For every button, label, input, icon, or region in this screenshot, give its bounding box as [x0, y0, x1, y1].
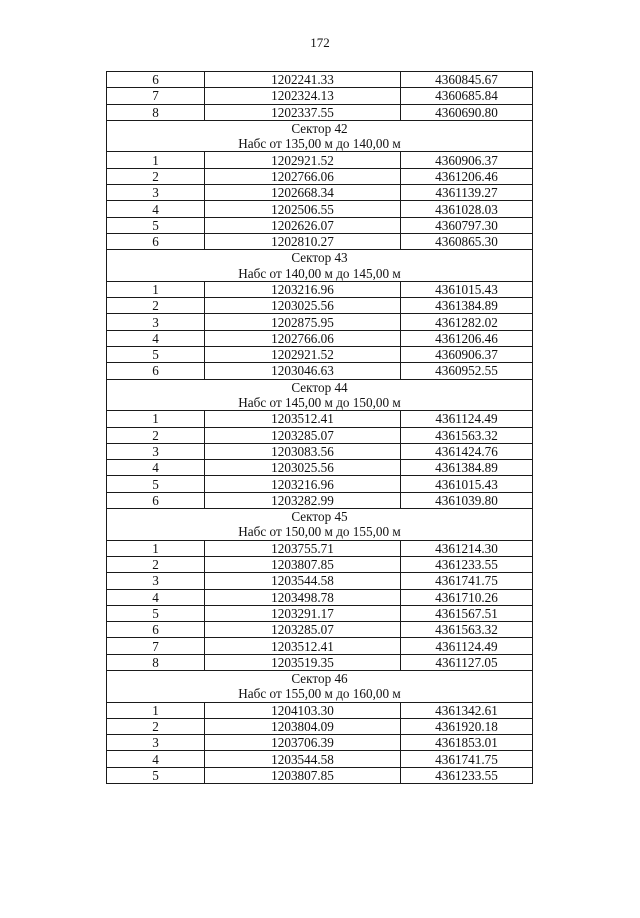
y-coordinate-cell: 4361424.76 [401, 443, 533, 459]
point-number-cell: 4 [107, 751, 205, 767]
point-number-cell: 2 [107, 298, 205, 314]
table-row [107, 217, 533, 233]
x-coordinate-cell: 1202921.52 [205, 347, 401, 363]
point-number-cell: 5 [107, 605, 205, 621]
point-number-cell: 5 [107, 217, 205, 233]
point-number-cell: 6 [107, 233, 205, 249]
table-row [107, 298, 533, 314]
x-coordinate-cell: 1203025.56 [205, 460, 401, 476]
sector-range-row [107, 266, 533, 282]
table-row [107, 718, 533, 734]
x-coordinate-cell: 1202921.52 [205, 152, 401, 168]
y-coordinate-cell: 4360845.67 [401, 72, 533, 88]
point-number-cell: 1 [107, 702, 205, 718]
x-coordinate-cell: 1202875.95 [205, 314, 401, 330]
x-coordinate-cell: 1203216.96 [205, 476, 401, 492]
sector-header-row [107, 379, 533, 395]
y-coordinate-cell: 4361028.03 [401, 201, 533, 217]
sector-range-row [107, 686, 533, 702]
x-coordinate-cell: 1203285.07 [205, 427, 401, 443]
sector-header-row [107, 670, 533, 686]
point-number-cell: 1 [107, 281, 205, 297]
coordinates-table-body [107, 72, 533, 784]
sector-title: Сектор 46 [107, 670, 533, 686]
table-row [107, 427, 533, 443]
sector-range: Набс от 155,00 м до 160,00 м [107, 686, 533, 702]
point-number-cell: 2 [107, 556, 205, 572]
y-coordinate-cell: 4361039.80 [401, 492, 533, 508]
x-coordinate-cell: 1203512.41 [205, 411, 401, 427]
table-row [107, 573, 533, 589]
point-number-cell: 5 [107, 476, 205, 492]
y-coordinate-cell: 4360906.37 [401, 347, 533, 363]
y-coordinate-cell: 4361127.05 [401, 654, 533, 670]
sector-header-row [107, 120, 533, 136]
x-coordinate-cell: 1203046.63 [205, 363, 401, 379]
table-row [107, 330, 533, 346]
y-coordinate-cell: 4361342.61 [401, 702, 533, 718]
table-row [107, 281, 533, 297]
y-coordinate-cell: 4361139.27 [401, 185, 533, 201]
point-number-cell: 7 [107, 638, 205, 654]
x-coordinate-cell: 1203519.35 [205, 654, 401, 670]
point-number-cell: 7 [107, 88, 205, 104]
x-coordinate-cell: 1202766.06 [205, 330, 401, 346]
table-row [107, 589, 533, 605]
y-coordinate-cell: 4360906.37 [401, 152, 533, 168]
point-number-cell: 4 [107, 460, 205, 476]
coordinates-table [106, 71, 533, 784]
table-row [107, 443, 533, 459]
point-number-cell: 5 [107, 767, 205, 783]
sector-title: Сектор 44 [107, 379, 533, 395]
y-coordinate-cell: 4361233.55 [401, 556, 533, 572]
sector-range-row [107, 524, 533, 540]
y-coordinate-cell: 4361015.43 [401, 281, 533, 297]
point-number-cell: 6 [107, 622, 205, 638]
table-row [107, 363, 533, 379]
table-row [107, 201, 533, 217]
x-coordinate-cell: 1203285.07 [205, 622, 401, 638]
table-row [107, 767, 533, 783]
table-row [107, 104, 533, 120]
point-number-cell: 1 [107, 540, 205, 556]
y-coordinate-cell: 4361124.49 [401, 638, 533, 654]
table-row [107, 88, 533, 104]
y-coordinate-cell: 4361710.26 [401, 589, 533, 605]
point-number-cell: 4 [107, 201, 205, 217]
sector-range: Набс от 145,00 м до 150,00 м [107, 395, 533, 411]
x-coordinate-cell: 1203512.41 [205, 638, 401, 654]
x-coordinate-cell: 1203807.85 [205, 556, 401, 572]
sector-range-row [107, 136, 533, 152]
sector-title: Сектор 43 [107, 250, 533, 266]
y-coordinate-cell: 4361567.51 [401, 605, 533, 621]
y-coordinate-cell: 4361384.89 [401, 298, 533, 314]
point-number-cell: 4 [107, 330, 205, 346]
page-number: 172 [310, 35, 330, 50]
sector-header-row [107, 250, 533, 266]
point-number-cell: 3 [107, 735, 205, 751]
table-row [107, 654, 533, 670]
point-number-cell: 2 [107, 168, 205, 184]
point-number-cell: 6 [107, 492, 205, 508]
x-coordinate-cell: 1202324.13 [205, 88, 401, 104]
x-coordinate-cell: 1203498.78 [205, 589, 401, 605]
table-row [107, 347, 533, 363]
y-coordinate-cell: 4361741.75 [401, 751, 533, 767]
point-number-cell: 3 [107, 314, 205, 330]
table-row [107, 638, 533, 654]
x-coordinate-cell: 1202337.55 [205, 104, 401, 120]
sector-header-row [107, 509, 533, 525]
table-row [107, 540, 533, 556]
x-coordinate-cell: 1203804.09 [205, 718, 401, 734]
y-coordinate-cell: 4361563.32 [401, 427, 533, 443]
x-coordinate-cell: 1202668.34 [205, 185, 401, 201]
x-coordinate-cell: 1203755.71 [205, 540, 401, 556]
y-coordinate-cell: 4361563.32 [401, 622, 533, 638]
table-row [107, 460, 533, 476]
sector-range: Набс от 135,00 м до 140,00 м [107, 136, 533, 152]
point-number-cell: 3 [107, 573, 205, 589]
point-number-cell: 4 [107, 589, 205, 605]
table-row [107, 314, 533, 330]
y-coordinate-cell: 4361233.55 [401, 767, 533, 783]
point-number-cell: 8 [107, 104, 205, 120]
sector-range: Набс от 150,00 м до 155,00 м [107, 524, 533, 540]
table-row [107, 185, 533, 201]
point-number-cell: 6 [107, 363, 205, 379]
x-coordinate-cell: 1203291.17 [205, 605, 401, 621]
table-row [107, 411, 533, 427]
x-coordinate-cell: 1204103.30 [205, 702, 401, 718]
table-row [107, 556, 533, 572]
x-coordinate-cell: 1203544.58 [205, 573, 401, 589]
x-coordinate-cell: 1203216.96 [205, 281, 401, 297]
table-row [107, 72, 533, 88]
y-coordinate-cell: 4361920.18 [401, 718, 533, 734]
sector-range: Набс от 140,00 м до 145,00 м [107, 266, 533, 282]
table-row [107, 605, 533, 621]
table-row [107, 492, 533, 508]
x-coordinate-cell: 1203807.85 [205, 767, 401, 783]
table-row [107, 168, 533, 184]
table-row [107, 702, 533, 718]
sector-title: Сектор 42 [107, 120, 533, 136]
point-number-cell: 3 [107, 185, 205, 201]
x-coordinate-cell: 1203282.99 [205, 492, 401, 508]
table-row [107, 152, 533, 168]
sector-range-row [107, 395, 533, 411]
point-number-cell: 2 [107, 427, 205, 443]
point-number-cell: 2 [107, 718, 205, 734]
y-coordinate-cell: 4361015.43 [401, 476, 533, 492]
table-row [107, 476, 533, 492]
y-coordinate-cell: 4361384.89 [401, 460, 533, 476]
x-coordinate-cell: 1202766.06 [205, 168, 401, 184]
x-coordinate-cell: 1202626.07 [205, 217, 401, 233]
point-number-cell: 1 [107, 152, 205, 168]
point-number-cell: 8 [107, 654, 205, 670]
point-number-cell: 1 [107, 411, 205, 427]
x-coordinate-cell: 1202241.33 [205, 72, 401, 88]
point-number-cell: 5 [107, 347, 205, 363]
y-coordinate-cell: 4361214.30 [401, 540, 533, 556]
y-coordinate-cell: 4361206.46 [401, 330, 533, 346]
x-coordinate-cell: 1203544.58 [205, 751, 401, 767]
table-row [107, 735, 533, 751]
y-coordinate-cell: 4360690.80 [401, 104, 533, 120]
y-coordinate-cell: 4361741.75 [401, 573, 533, 589]
y-coordinate-cell: 4361206.46 [401, 168, 533, 184]
y-coordinate-cell: 4361124.49 [401, 411, 533, 427]
x-coordinate-cell: 1202810.27 [205, 233, 401, 249]
y-coordinate-cell: 4360952.55 [401, 363, 533, 379]
sector-title: Сектор 45 [107, 509, 533, 525]
y-coordinate-cell: 4360865.30 [401, 233, 533, 249]
y-coordinate-cell: 4361282.02 [401, 314, 533, 330]
y-coordinate-cell: 4360685.84 [401, 88, 533, 104]
y-coordinate-cell: 4360797.30 [401, 217, 533, 233]
point-number-cell: 3 [107, 443, 205, 459]
table-row [107, 751, 533, 767]
table-row [107, 622, 533, 638]
point-number-cell: 6 [107, 72, 205, 88]
x-coordinate-cell: 1202506.55 [205, 201, 401, 217]
x-coordinate-cell: 1203083.56 [205, 443, 401, 459]
x-coordinate-cell: 1203706.39 [205, 735, 401, 751]
x-coordinate-cell: 1203025.56 [205, 298, 401, 314]
table-row [107, 233, 533, 249]
y-coordinate-cell: 4361853.01 [401, 735, 533, 751]
